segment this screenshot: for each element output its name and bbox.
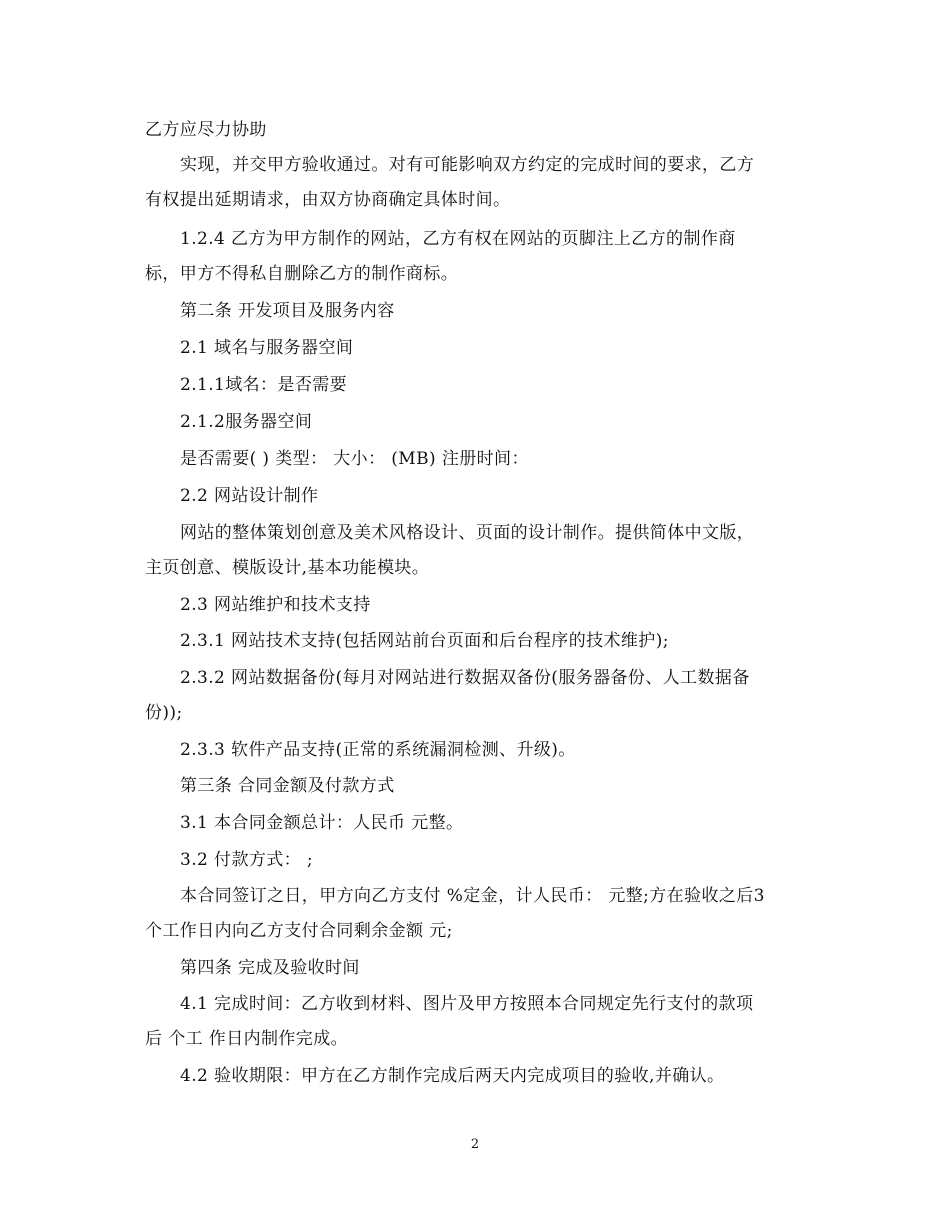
text-line: 2.3.3 软件产品支持(正常的系统漏洞检测、升级)。	[180, 740, 576, 760]
text-line: 实现，并交甲方验收通过。对有可能影响双方约定的完成时间的要求，乙方	[180, 155, 755, 175]
text-line: 3.2 付款方式： ;	[180, 850, 313, 870]
text-line: 2.1.2服务器空间	[180, 412, 313, 432]
text-line: 2.3.2 网站数据备份(每月对网站进行数据双备份(服务器备份、人工数据备	[180, 668, 750, 688]
text-line: 1.2.4 乙方为甲方制作的网站，乙方有权在网站的页脚注上乙方的制作商	[180, 229, 736, 249]
text-line: 主页创意、模版设计,基本功能模块。	[145, 558, 430, 578]
text-line: 2.3 网站维护和技术支持	[180, 595, 371, 615]
text-line: 2.3.1 网站技术支持(包括网站前台页面和后台程序的技术维护);	[180, 631, 669, 651]
page-number: 2	[470, 1137, 480, 1152]
text-line: 本合同签订之日，甲方向乙方支付 %定金，计人民币： 元整;方在验收之后3	[180, 886, 765, 906]
text-line: 后 个工 作日内制作完成。	[145, 1029, 349, 1049]
text-line: 4.1 完成时间：乙方收到材料、图片及甲方按照本合同规定先行支付的款项	[180, 994, 754, 1014]
text-line: 标，甲方不得私自删除乙方的制作商标。	[145, 264, 459, 284]
text-line: 乙方应尽力协助	[145, 120, 267, 140]
text-line: 2.1 域名与服务器空间	[180, 338, 354, 358]
section-heading: 第四条 完成及验收时间	[180, 958, 360, 978]
text-line: 2.2 网站设计制作	[180, 486, 319, 506]
text-line: 有权提出延期请求，由双方协商确定具体时间。	[145, 190, 511, 210]
section-heading: 第三条 合同金额及付款方式	[180, 776, 395, 796]
text-line: 是否需要( ) 类型： 大小： (MB) 注册时间：	[180, 449, 529, 469]
text-line: 个工作日内向乙方支付合同剩余金额 元;	[145, 921, 453, 941]
text-line: 份));	[145, 703, 183, 723]
text-line: 2.1.1域名：是否需要	[180, 375, 348, 395]
text-line: 4.2 验收期限：甲方在乙方制作完成后两天内完成项目的验收,并确认。	[180, 1066, 725, 1086]
text-line: 3.1 本合同金额总计：人民币 元整。	[180, 813, 464, 833]
section-heading: 第二条 开发项目及服务内容	[180, 301, 395, 321]
text-line: 网站的整体策划创意及美术风格设计、页面的设计制作。提供简体中文版，	[180, 523, 755, 543]
